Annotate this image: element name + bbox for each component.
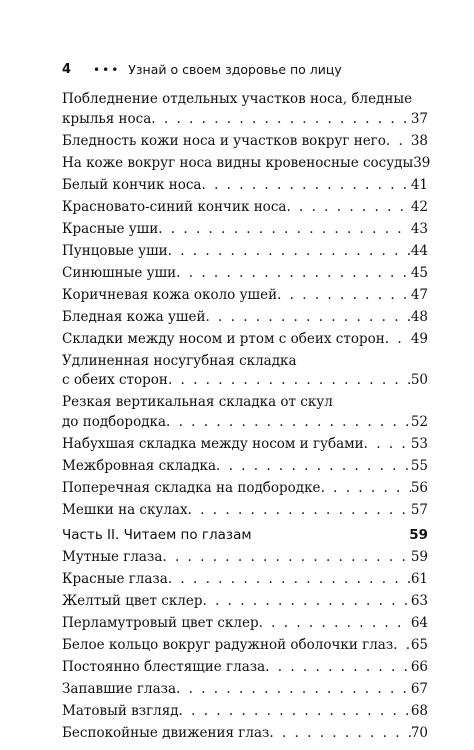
toc-entry-page: 55 [410,457,428,474]
toc-entry-title: Запавшие глаза [62,680,177,697]
toc-entry-row [62,154,431,174]
dot-leader [216,457,411,477]
dot-leader [168,371,411,391]
toc-entry-row [62,501,428,521]
toc-entry [62,90,428,129]
toc-entry-row [62,132,428,152]
toc-entry-row [62,220,428,240]
toc-entry-page: 56 [410,479,428,496]
dot-leader [151,110,411,130]
toc-entry-title: Бледная кожа ушей [62,308,206,325]
dot-leader [259,614,411,634]
toc-entry-page: 37 [410,110,428,127]
section-page: 59 [409,526,428,543]
toc-entry-title: крылья носа [62,110,152,127]
toc-entry [62,308,428,328]
toc-entry-title: Синюшные уши [62,264,177,281]
dot-leader [168,570,411,590]
toc-entry-page: 50 [410,372,428,388]
toc-entry-row [62,724,428,744]
toc-entry-row [62,479,428,499]
toc-entry-title: Мутные глаза [62,548,163,565]
toc-entry-page: 53 [410,435,428,452]
dot-leader [205,308,410,328]
dot-leader [179,702,411,722]
toc-entry [62,548,428,568]
toc-entry [62,501,428,521]
page-number: 4 [62,62,72,77]
toc-entry-title: Набухшая складка между носом и губами [62,435,364,452]
toc-entry-title: Матовый взгляд [62,702,179,719]
toc-entry [62,132,428,152]
toc-entry-title: Красные глаза [62,570,168,587]
dot-leader [202,592,410,612]
toc-entry-page: 43 [410,220,428,237]
dot-leader [176,680,411,700]
toc-entry-title: Желтый цвет склер [62,592,203,609]
toc-entry-row [62,242,428,262]
toc-entry-page: 65 [410,636,428,653]
toc-entry-title: Складки между носом и ртом с обеих сторон [62,330,385,347]
toc-entry-title-line: Резкая вертикальная складка от скул [62,394,333,410]
toc-entry-row [62,435,428,455]
toc-entry-row [62,264,428,284]
toc-part-2 [62,548,428,746]
toc-entry-title: Белый кончик носа [62,176,202,193]
toc-entry-page: 52 [410,413,428,430]
dot-leader [321,479,411,499]
toc-entry-page: 38 [410,132,428,149]
toc-entry-row [62,371,428,391]
toc-entry [62,435,428,455]
toc-entry [62,198,428,218]
toc-section-heading [62,524,428,546]
toc-entry-page: 39 [413,154,431,171]
toc-entry-row [62,702,428,722]
toc-entry-page: 45 [410,264,428,281]
toc-entry [62,724,428,744]
toc-entry [62,636,428,656]
toc-entry-row [62,176,428,196]
toc-entry [62,479,428,499]
toc-entry-page: 48 [410,308,428,325]
toc-entry [62,176,428,196]
toc-entry-title: Межбровная складка [62,457,217,474]
toc-entry [62,658,428,678]
toc-entry [62,352,428,391]
toc-entry-row [62,570,428,590]
toc-entry-row [62,330,428,350]
toc-entry-title: Поперечная складка на подбородке [62,479,321,496]
toc-entry-page: 61 [410,570,428,587]
toc-entry-row [62,198,428,218]
toc-entry-title: Беспокойные движения глаз [62,724,270,741]
toc-entry-row [62,308,428,328]
toc-entry [62,592,428,612]
toc-entry-title: до подбородка [62,413,166,430]
toc-entry [62,614,428,634]
toc-entry [62,702,428,722]
dot-leader [393,636,411,656]
toc-entry-page: 63 [410,592,428,609]
toc-entry-row [62,413,428,433]
toc-entry-page: 70 [410,724,428,741]
toc-entry-title: Мешки на скулах [62,501,188,518]
dot-leader [166,413,411,433]
toc-entry [62,457,428,477]
toc-entry-row [62,614,428,634]
toc-entry-title: с обеих сторон [62,372,168,388]
toc-part-1 [62,90,431,523]
toc-entry [62,570,428,590]
toc-entry-title: Красные уши [62,220,159,237]
dot-leader [385,330,411,350]
toc-entry-page: 68 [410,702,428,719]
toc-entry-row [62,592,428,612]
toc-entry-page: 41 [410,176,428,193]
dot-leader [386,132,411,152]
dot-leader [265,658,411,678]
dot-leader [269,724,410,744]
toc-entry [62,242,428,262]
dot-leader [277,286,411,306]
toc-entry-page: 47 [410,286,428,303]
toc-entry [62,393,428,432]
dot-leader [158,220,411,240]
toc-entry [62,286,428,306]
dot-leader [162,548,410,568]
dot-leader [286,198,410,218]
dot-leader [188,501,411,521]
toc-entry [62,154,431,174]
toc-entry [62,680,428,700]
toc-entry [62,220,428,240]
toc-entry [62,264,428,284]
toc-entry-title: На коже вокруг носа видны кровеносные сосуды [62,154,414,171]
header-dots: ••• [93,62,121,77]
toc-entry-title: Постоянно блестящие глаза [62,658,266,675]
dot-leader [364,435,411,455]
toc-entry-page: 66 [410,658,428,675]
toc-entry-title: Перламутровый цвет склер [62,614,259,631]
toc-entry-page: 59 [410,548,428,565]
book-title: Узнай о своем здоровье по лицу [128,62,342,77]
table-of-contents [62,90,431,746]
toc-entry-page: 49 [410,330,428,347]
toc-entry-title: Белое кольцо вокруг радужной оболочки глаз [62,636,394,653]
section-title: Часть II. Читаем по глазам [62,526,252,543]
toc-entry-title: Бледность кожи носа и участков вокруг него [62,132,386,149]
toc-entry-row [62,110,428,130]
toc-entry-title-line: Удлиненная носугубная складка [62,352,297,369]
toc-entry-page: 42 [410,198,428,215]
toc-entry-page: 57 [410,501,428,518]
toc-entry-row [62,636,428,656]
dot-leader [168,242,411,262]
toc-entry-title: Пунцовые уши [62,242,168,259]
toc-entry-row [62,658,428,678]
toc-entry-row [62,680,428,700]
toc-entry-title: Коричневая кожа около ушей [62,286,278,303]
toc-entry-page: 44 [410,242,428,259]
running-header [62,62,342,77]
dot-leader [176,264,411,284]
toc-entry-row [62,548,428,568]
toc-entry-row [62,286,428,306]
toc-entry [62,330,428,350]
toc-entry-title: Красновато-синий кончик носа [62,198,287,215]
toc-entry-page: 64 [410,614,428,631]
dot-leader [201,176,410,196]
toc-entry-row [62,457,428,477]
toc-entry-title-line: Побледнение отдельных участков носа, бледные [62,91,413,107]
toc-entry-page: 67 [410,680,428,697]
